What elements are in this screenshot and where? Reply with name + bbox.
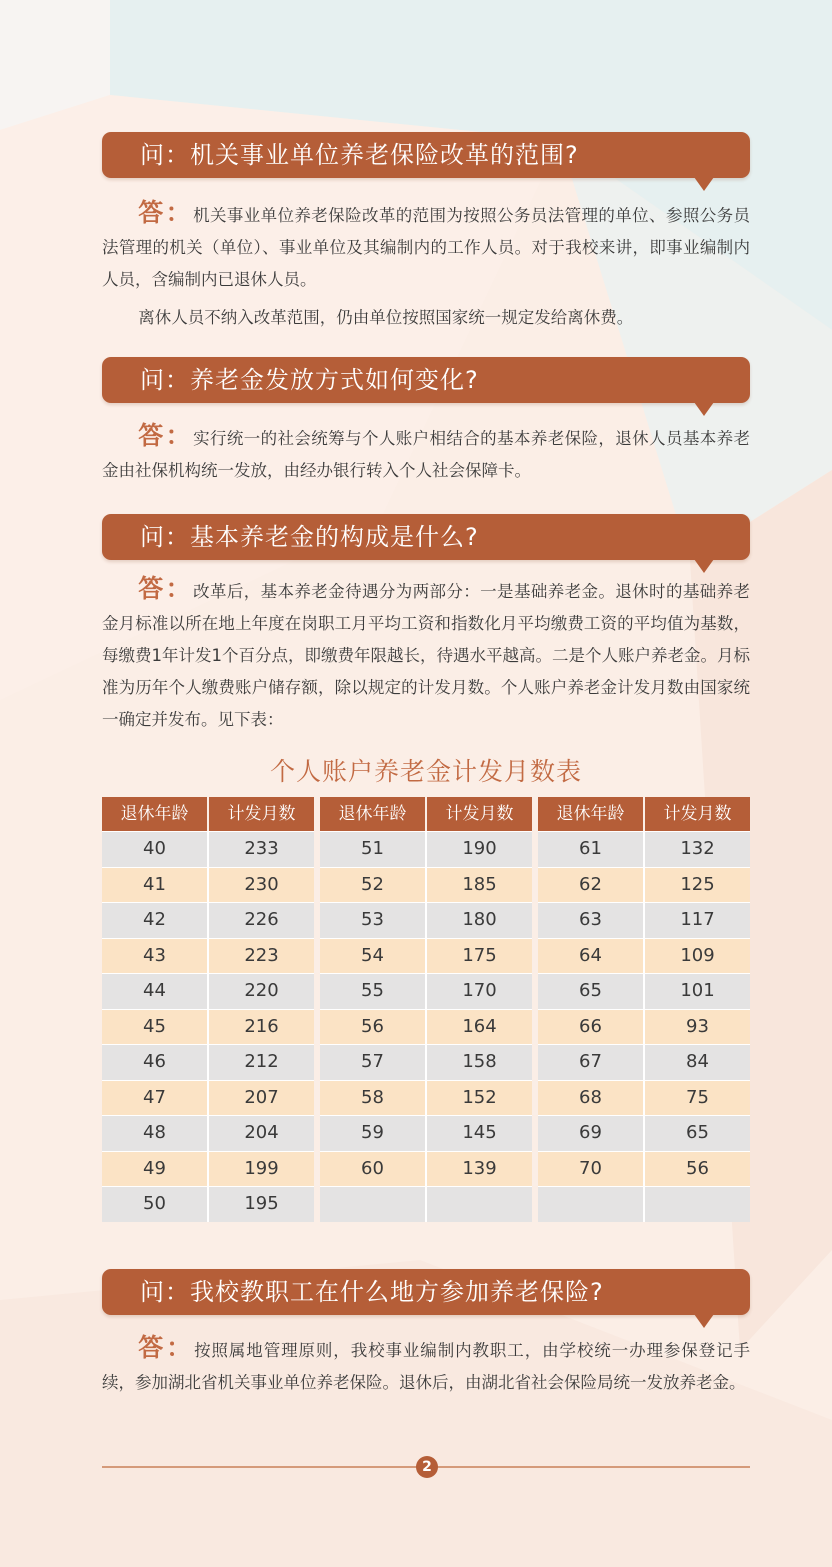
cell-retire-age: 49 [143,1157,166,1179]
cell-retire-age [320,1187,425,1222]
cell-payout-months: 75 [643,1081,750,1116]
answer-block-3 [102,573,750,736]
cell-payout-months [425,1187,532,1222]
cell-retire-age: 55 [361,980,384,1001]
question-text: 问：机关事业单位养老保险改革的范围? [140,141,579,169]
cell-retire-age: 40 [143,838,166,859]
table-row [320,1009,532,1045]
cell-payout-months: 175 [425,939,532,974]
cell-retire-age: 52 [361,873,384,895]
cell-retire-age: 56 [361,1015,384,1037]
table-row [102,1115,314,1151]
table-group-3 [538,797,750,1222]
cell-payout-months: 84 [643,1045,750,1080]
cell-retire-age: 41 [143,873,166,895]
question-bar-1 [102,132,750,178]
question-text: 问：养老金发放方式如何变化? [140,366,479,394]
cell-payout-months: 145 [425,1116,532,1151]
answer-label: 答： [138,1333,195,1362]
table-row [320,938,532,974]
cell-retire-age: 47 [143,1086,166,1108]
cell-payout-months: 65 [643,1116,750,1151]
cell-payout-months: 117 [643,903,750,938]
table-row [102,902,314,938]
cell-retire-age: 51 [361,838,384,859]
cell-payout-months: 195 [207,1187,314,1222]
cell-payout-months: 190 [425,832,532,867]
cell-retire-age: 62 [579,873,602,895]
table-row [538,1009,750,1045]
table-row [538,1080,750,1116]
cell-payout-months: 204 [207,1116,314,1151]
answer-block-1 [102,197,750,334]
table-header [102,797,314,831]
cell-retire-age: 65 [579,980,602,1001]
cell-retire-age: 48 [143,1122,166,1143]
cell-payout-months: 125 [643,868,750,903]
cell-retire-age: 53 [361,909,384,930]
answer-text: 机关事业单位养老保险改革的范围为按照公务员法管理的单位、参照公务员法管理的机关（单位）、事业单位及其编制内的工作人员。对于我校来讲，即事业编制内人员，含编制内已退休人员。 [102,206,750,289]
answer-extra-text: 离休人员不纳入改革范围，仍由单位按照国家统一规定发给离休费。 [138,308,634,327]
answer-label: 答： [138,574,194,603]
table-row [102,1186,314,1222]
cell-payout-months: 207 [207,1081,314,1116]
cell-payout-months: 199 [207,1152,314,1187]
table-row [102,973,314,1009]
speech-tail [694,559,714,573]
table-row [538,1151,750,1187]
cell-retire-age: 61 [579,838,602,859]
cell-payout-months: 152 [425,1081,532,1116]
cell-retire-age [538,1187,643,1222]
cell-retire-age: 66 [579,1015,602,1037]
table-row [538,831,750,867]
cell-payout-months: 216 [207,1010,314,1045]
table-group-2 [320,797,532,1222]
table-row [102,938,314,974]
table-row [320,1115,532,1151]
payout-months-table [102,797,750,1221]
cell-retire-age: 57 [361,1051,384,1072]
table-row [538,1115,750,1151]
table-row [320,1080,532,1116]
answer-text: 实行统一的社会统筹与个人账户相结合的基本养老保险，退休人员基本养老金由社保机构统一发放，由经办银行转入个人社会保障卡。 [102,429,750,480]
answer-block-4 [102,1332,750,1399]
cell-payout-months: 230 [207,868,314,903]
question-bar-2 [102,357,750,403]
table-group-1 [102,797,314,1222]
header-payout-months: 计发月数 [425,797,532,831]
question-text: 问：我校教职工在什么地方参加养老保险? [140,1278,604,1306]
cell-payout-months: 132 [643,832,750,867]
cell-payout-months: 56 [643,1152,750,1187]
table-header [538,797,750,831]
cell-payout-months: 164 [425,1010,532,1045]
header-payout-months: 计发月数 [207,797,314,831]
cell-payout-months: 223 [207,939,314,974]
answer-block-2 [102,420,750,487]
page-number: 2 [416,1456,438,1478]
cell-retire-age: 58 [361,1086,384,1108]
table-row [102,1044,314,1080]
table-row [538,1044,750,1080]
speech-tail [694,177,714,191]
table-row [102,1080,314,1116]
cell-retire-age: 50 [143,1193,166,1214]
question-bar-4 [102,1269,750,1315]
table-row [320,1044,532,1080]
cell-payout-months: 233 [207,832,314,867]
table-row [320,831,532,867]
table-row [320,902,532,938]
cell-retire-age: 69 [579,1122,602,1143]
table-row [538,867,750,903]
table-row [320,867,532,903]
cell-payout-months: 93 [643,1010,750,1045]
table-row [320,1151,532,1187]
cell-payout-months: 101 [643,974,750,1009]
cell-retire-age: 45 [143,1015,166,1037]
cell-payout-months: 158 [425,1045,532,1080]
answer-text: 改革后，基本养老金待遇分为两部分：一是基础养老金。退休时的基础养老金月标准以所在地上年度在岗职工月平均工资和指数化月平均缴费工资的平均值为基数，每缴费1年计发1个百分点，即缴费年限越长，待遇水平越高。二是个人账户养老金。月标准为历年个人缴费账户储存额，除以规定的计发月数。个人账户养老金计发月数由国家统一确定并发布。见下表： [102,582,750,729]
cell-payout-months: 139 [425,1152,532,1187]
table-row [538,973,750,1009]
cell-retire-age: 68 [579,1086,602,1108]
speech-tail [694,1314,714,1328]
header-retire-age: 退休年龄 [338,804,407,824]
cell-retire-age: 46 [143,1051,166,1072]
cell-payout-months: 180 [425,903,532,938]
table-header [320,797,532,831]
header-payout-months: 计发月数 [643,797,750,831]
table-row [102,867,314,903]
answer-label: 答： [138,198,194,227]
cell-payout-months: 212 [207,1045,314,1080]
answer-label: 答： [138,421,194,450]
table-row [102,1009,314,1045]
cell-payout-months [643,1187,750,1222]
cell-retire-age: 70 [579,1157,602,1179]
cell-retire-age: 59 [361,1122,384,1143]
table-title: 个人账户养老金计发月数表 [269,757,582,786]
table-row [320,1186,532,1222]
speech-tail [694,402,714,416]
cell-payout-months: 226 [207,903,314,938]
cell-retire-age: 44 [143,980,166,1001]
table-row [538,902,750,938]
cell-retire-age: 64 [579,944,602,966]
cell-retire-age: 63 [579,909,602,930]
question-text: 问：基本养老金的构成是什么? [140,523,479,551]
question-bar-3 [102,514,750,560]
header-retire-age: 退休年龄 [120,804,189,824]
cell-payout-months: 170 [425,974,532,1009]
table-row [538,1186,750,1222]
table-row [102,1151,314,1187]
cell-retire-age: 42 [143,909,166,930]
table-row [538,938,750,974]
table-row [102,831,314,867]
header-retire-age: 退休年龄 [556,804,625,824]
cell-payout-months: 109 [643,939,750,974]
answer-text: 按照属地管理原则，我校事业编制内教职工，由学校统一办理参保登记手续，参加湖北省机关事业单位养老保险。退休后，由湖北省社会保险局统一发放养老金。 [102,1341,750,1392]
cell-retire-age: 67 [579,1051,602,1072]
cell-payout-months: 220 [207,974,314,1009]
cell-retire-age: 43 [143,944,166,966]
cell-payout-months: 185 [425,868,532,903]
cell-retire-age: 54 [361,944,384,966]
cell-retire-age: 60 [361,1157,384,1179]
table-row [320,973,532,1009]
